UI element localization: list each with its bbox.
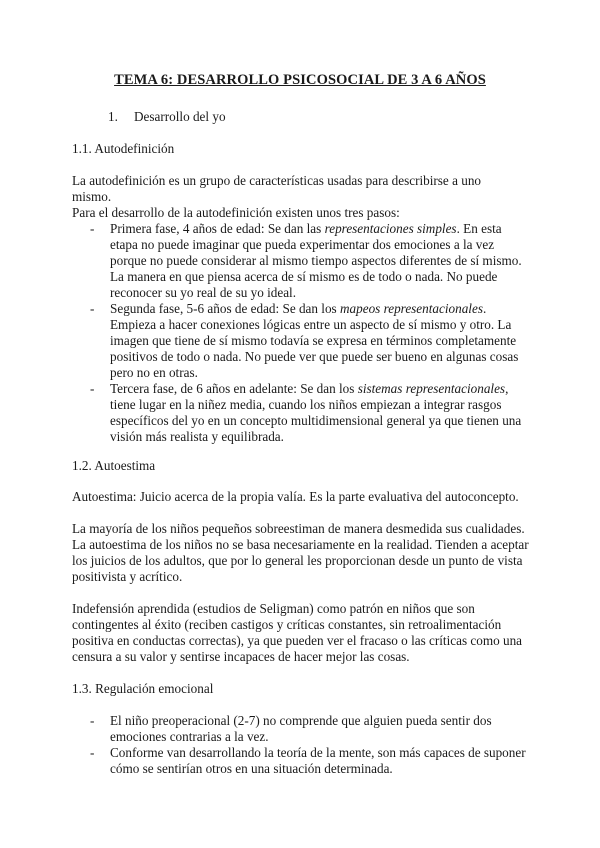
document-title: TEMA 6: DESARROLLO PSICOSOCIAL DE 3 A 6 AÑOS — [114, 72, 486, 88]
subheading-autodefinicion: 1.1. Autodefinición — [72, 141, 175, 156]
autodefinicion-intro — [72, 173, 532, 221]
intro-line-1: La autodefinición es un grupo de características usadas para describirse a uno — [72, 173, 482, 188]
phase-description: . En esta etapa no puede imaginar que pueda experimentar dos emociones a la vez porque no puede considerar al mismo tiempo aspectos diferentes de sí mismo. La manera en que piensa acerca de sí mismo es de todo o nada. No puede reconocer su yo real de su yo ideal. — [110, 221, 522, 300]
list-item-text: El niño preoperacional (2-7) no comprende que alguien pueda sentir dos emociones contrarias a la vez. — [110, 713, 492, 744]
subheading-regulacion-emocional: 1.3. Regulación emocional — [72, 681, 214, 696]
list-item-segunda-fase — [72, 301, 528, 381]
list-item-text: Conforme van desarrollando la teoría de la mente, son más capaces de suponer cómo se sentirían otros en una situación determinada. — [110, 745, 526, 776]
phase-term: mapeos representacionales — [340, 301, 483, 316]
bullet-dash: - — [90, 745, 95, 760]
autoestima-definition: Autoestima: Juicio acerca de la propia valía. Es la parte evaluativa del autoconcepto. — [72, 489, 519, 504]
bullet-dash: - — [90, 381, 95, 396]
bullet-dash: - — [90, 713, 95, 728]
section-number: 1. — [108, 109, 118, 124]
intro-line-2: mismo. — [72, 189, 112, 204]
regulacion-list — [72, 713, 528, 777]
section-heading-desarrollo-del-yo — [108, 109, 226, 125]
phase-term: representaciones simples — [324, 221, 457, 236]
autoestima-paragraph-2: La mayoría de los niños pequeños sobreestiman de manera desmedida sus cualidades. La autoestima de los niños no se basa necesariamente en la realidad. Tienden a aceptar los juicios de los adultos, que por lo general les proporcionan desde un punto de vista positivista y acrítico. — [72, 521, 529, 584]
autoestima-paragraph-3: Indefensión aprendida (estudios de Seligman) como patrón en niños que son contingentes al éxito (reciben castigos y críticas constantes, sin retroalimentación positiva en conductas correctas), ya que pueden ver el fracaso o las críticas como una censura a su valor y sentirse incapaces de hacer mejor las cosas. — [72, 601, 523, 664]
list-item-teoria-mente — [72, 745, 528, 777]
list-item-tercera-fase — [72, 381, 528, 445]
phase-term: sistemas representacionales — [357, 381, 506, 396]
subheading-autoestima: 1.2. Autoestima — [72, 458, 156, 473]
bullet-dash: - — [90, 221, 95, 236]
phase-description: , tiene lugar en la niñez media, cuando los niños empiezan a integrar rasgos específicos del yo en un concepto multidimensional general ya que tienen una visión más realista y equilibrada. — [110, 381, 522, 444]
intro-line-3: Para el desarrollo de la autodefinición existen unos tres pasos: — [72, 205, 400, 220]
phase-text: Segunda fase, 5-6 años de edad: Se dan los — [110, 301, 340, 316]
list-item-primera-fase — [72, 221, 528, 301]
autodefinicion-phases-list — [72, 221, 528, 445]
phase-text: Primera fase, 4 años de edad: Se dan las — [110, 221, 325, 236]
section-label: Desarrollo del yo — [134, 109, 226, 124]
bullet-dash: - — [90, 301, 95, 316]
list-item-preoperacional — [72, 713, 528, 745]
phase-description: . Empieza a hacer conexiones lógicas entre un aspecto de sí mismo y otro. La imagen que tiene de sí mismo todavía se expresa en términos completamente positivos de todo o nada. No puede ver que puede ser bueno en algunas cosas pero no en otras. — [110, 301, 519, 380]
phase-text: Tercera fase, de 6 años en adelante: Se dan los — [110, 381, 358, 396]
